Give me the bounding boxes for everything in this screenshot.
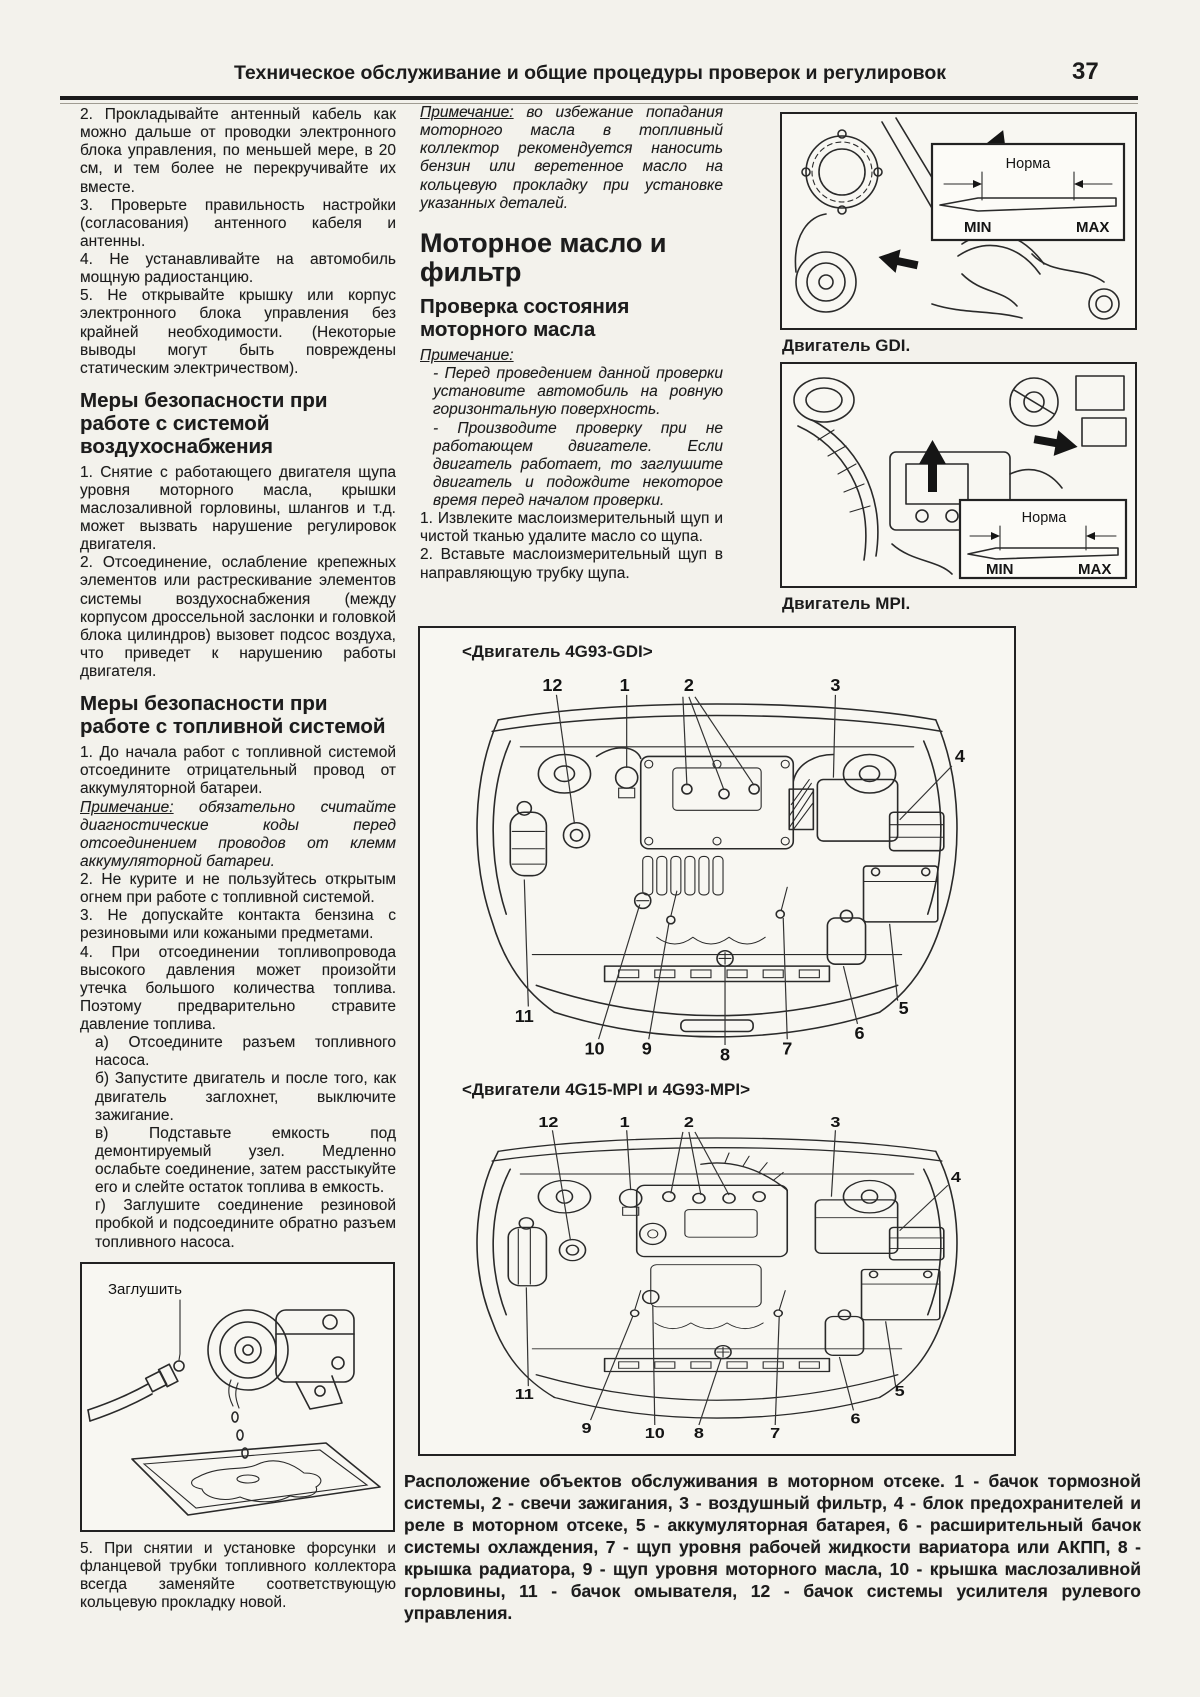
note-oil-text: во избежание попадания моторного масла в топливный коллектор рекомендуется наносить бензин или веретенное масло на кольцевую прокладку при установке указанных деталей. bbox=[420, 104, 723, 212]
page-number: 37 bbox=[1072, 58, 1099, 85]
callout-gdi-10: 10 bbox=[584, 1038, 605, 1059]
note-check-label-line bbox=[420, 347, 723, 365]
at-dipstick bbox=[774, 1310, 782, 1316]
note-check-label: Примечание: bbox=[420, 347, 514, 365]
coolant-tank bbox=[825, 1316, 863, 1355]
callout-gdi-12: 12 bbox=[542, 675, 563, 695]
washer-tank bbox=[508, 1227, 546, 1285]
photo-mpi-caption: Двигатель MPI. bbox=[782, 594, 911, 613]
fuel-pump-drawing bbox=[208, 1310, 354, 1409]
hose-plug-fitting bbox=[146, 1361, 184, 1392]
coolant-tank bbox=[827, 918, 865, 964]
callout-mpi-2: 2 bbox=[683, 1114, 694, 1131]
note-check-item-1: - Перед проведением данной проверки установите автомобиль на ровную горизонтальную поверхность. bbox=[433, 365, 723, 419]
arrow-curved-icon bbox=[876, 245, 920, 277]
para-antenna-4: 4. Не устанавливайте на автомобиль мощную радиостанцию. bbox=[80, 251, 396, 287]
photo-gdi-caption: Двигатель GDI. bbox=[782, 336, 911, 355]
callout-mpi-1: 1 bbox=[619, 1114, 630, 1131]
heading-air-safety: Меры безопасности при работе с системой воздухоснабжения bbox=[80, 388, 328, 458]
power-steering-tank bbox=[563, 823, 589, 848]
brake-fluid-tank bbox=[620, 1189, 642, 1207]
figure-title-gdi: <Двигатель 4G93-GDI> bbox=[462, 642, 653, 661]
para-air-2: 2. Отсоединение, ослабление крепежных элементов или растрескивание элементов системы воздухоснабжения (между корпусом дроссельной заслонки и головкой блока цилиндров) вызовет подсос воздуха, что приведет к нарушению работы двигателя. bbox=[80, 554, 396, 681]
engine-bay-figure-box bbox=[418, 626, 1016, 1456]
oil-dipstick bbox=[667, 916, 675, 924]
heading-fuel-safety: Меры безопасности при работе с топливной системой bbox=[80, 692, 386, 739]
para-fuel-4: 4. При отсоединении топливопровода высокого давления может произойти утечка большого количества топлива. Поэтому предварительно стравите давление топлива. bbox=[80, 943, 396, 1034]
para-antenna-5: 5. Не открывайте крышку или корпус электронного блока управления без крайней необходимости. (Некоторые выводы могут быть повреждены статическим электричеством). bbox=[80, 287, 396, 377]
power-steering-tank bbox=[559, 1240, 585, 1261]
para-fuel-2: 2. Не курите и не пользуйтесь открытым огнем при работе с топливной системой. bbox=[80, 871, 396, 907]
engine-bay-diagram-gdi bbox=[436, 666, 998, 1070]
washer-tank bbox=[510, 812, 546, 875]
fuel-drip bbox=[229, 1380, 248, 1458]
max-label: MAX bbox=[1076, 219, 1110, 236]
callout-mpi-8: 8 bbox=[693, 1425, 704, 1442]
max-label: MAX bbox=[1078, 561, 1112, 578]
arrow-curved-icon bbox=[1032, 426, 1080, 459]
callout-mpi-7: 7 bbox=[770, 1425, 781, 1442]
heading-oil-check: Проверка состояния моторного масла bbox=[420, 295, 630, 342]
middle-column bbox=[420, 104, 723, 583]
figure-caption: Расположение объектов обслуживания в моторном отсеке. 1 - бачок тормозной системы, 2 - свечи зажигания, 3 - воздушный фильтр, 4 - блок предохранителей и реле в моторном отсеке, 5 - аккумуляторная батарея, 6 - расширительный бачок системы охлаждения, 7 - щуп уровня рабочей жидкости вариатора или АКПП, 8 - крышка радиатора, 9 - щуп уровня моторного масла, 10 - крышка маслозаливной горловины, 11 - бачок омывателя, 12 - бачок системы усилителя рулевого управления. bbox=[404, 1471, 1141, 1624]
heading-engine-oil: Моторное масло и фильтр bbox=[420, 227, 667, 288]
callout-mpi-4: 4 bbox=[950, 1169, 961, 1186]
min-label: MIN bbox=[986, 561, 1014, 578]
figure-fuel-pump-drain bbox=[80, 1262, 395, 1532]
note-oil bbox=[420, 104, 723, 213]
min-label: MIN bbox=[964, 219, 992, 236]
photo-engine-mpi bbox=[780, 362, 1137, 588]
callout-gdi-2: 2 bbox=[683, 675, 694, 695]
callout-mpi-10: 10 bbox=[644, 1425, 665, 1442]
engine-bay-components bbox=[508, 1153, 944, 1372]
brake-fluid-tank bbox=[616, 767, 638, 788]
callout-gdi-4: 4 bbox=[954, 746, 965, 767]
engine-bay-diagram-mpi bbox=[436, 1106, 998, 1446]
battery bbox=[864, 866, 938, 922]
para-oil-step-2: 2. Вставьте маслоизмерительный щуп в направляющую трубку щупа. bbox=[420, 546, 723, 582]
callout-mpi-9: 9 bbox=[581, 1420, 592, 1437]
para-fuel-4b: б) Запустите двигатель и после того, как двигатель заглохнет, выключите зажигание. bbox=[95, 1070, 396, 1124]
left-column bbox=[80, 106, 396, 1612]
figure-plug-label: Заглушить bbox=[108, 1280, 182, 1298]
dipstick-inset bbox=[960, 500, 1126, 578]
note-label: Примечание: bbox=[80, 798, 174, 816]
para-air-1: 1. Снятие с работающего двигателя щупа уровня моторного масла, крышки маслозаливной горловины, шлангов и т.д. может вызвать нарушение регулировок двигателя. bbox=[80, 463, 396, 554]
note-text: обязательно считайте диагностические коды перед отсоединением проводов от клемм аккумуляторной батареи. bbox=[80, 798, 396, 870]
callout-gdi-7: 7 bbox=[782, 1038, 793, 1059]
engine-bay-components bbox=[510, 748, 944, 982]
callout-gdi-6: 6 bbox=[854, 1023, 865, 1044]
para-antenna-3: 3. Проверьте правильность настройки (согласования) антенного кабеля и антенны. bbox=[80, 196, 396, 250]
callout-mpi-11: 11 bbox=[514, 1386, 534, 1403]
callout-gdi-1: 1 bbox=[619, 675, 630, 695]
note-fuel bbox=[80, 799, 396, 872]
norma-label: Норма bbox=[1005, 156, 1051, 172]
engine-mpi-drawing bbox=[782, 364, 1132, 583]
note-oil-label: Примечание: bbox=[420, 104, 514, 121]
drain-pan-drawing bbox=[132, 1443, 380, 1515]
note-check-item-2: - Производите проверку при не работающем двигателе. Если двигатель работает, то заглушите двигатель и подождите некоторое время перед началом проверки. bbox=[433, 419, 723, 510]
label-leader-line bbox=[179, 1300, 180, 1360]
callout-mpi-3: 3 bbox=[830, 1114, 841, 1131]
fuel-pump-drain-drawing bbox=[82, 1264, 388, 1525]
para-fuel-3: 3. Не допускайте контакта бензина с резиновыми или кожаными предметами. bbox=[80, 907, 396, 943]
callout-gdi-8: 8 bbox=[720, 1044, 731, 1065]
page-title: Техническое обслуживание и общие процедуры проверок и регулировок bbox=[233, 62, 947, 84]
para-fuel-4a: а) Отсоедините разъем топливного насоса. bbox=[95, 1034, 396, 1070]
callouts-mpi bbox=[515, 1115, 962, 1442]
air-filter-box bbox=[815, 1200, 897, 1253]
callout-mpi-12: 12 bbox=[538, 1114, 559, 1131]
engine-gdi-drawing bbox=[782, 114, 1132, 325]
distributor bbox=[640, 1223, 666, 1244]
callouts-gdi bbox=[515, 675, 965, 1064]
arrow-up-icon bbox=[919, 440, 946, 492]
photo-engine-gdi bbox=[780, 112, 1137, 330]
callout-mpi-5: 5 bbox=[894, 1383, 905, 1400]
callout-gdi-5: 5 bbox=[898, 998, 909, 1019]
figure-title-mpi: <Двигатели 4G15-MPI и 4G93-MPI> bbox=[462, 1080, 750, 1099]
para-fuel-1: 1. До начала работ с топливной системой отсоедините отрицательный провод от аккумуляторной батареи. bbox=[80, 744, 396, 798]
para-oil-step-1: 1. Извлеките маслоизмерительный щуп и чистой тканью удалите масло со щупа. bbox=[420, 510, 723, 546]
callout-gdi-3: 3 bbox=[830, 675, 841, 695]
para-antenna-2: 2. Прокладывайте антенный кабель как можно дальше от проводки электронного блока управления, по меньшей мере, в 20 см, и тем более не перекручивайте их вместе. bbox=[80, 106, 396, 196]
header-rule bbox=[60, 96, 1138, 100]
para-fuel-4g: г) Заглушите соединение резиновой пробкой и подсоедините обратно разъем топливного насоса. bbox=[95, 1197, 396, 1251]
callout-gdi-9: 9 bbox=[641, 1038, 652, 1059]
para-fuel-4v: в) Подставьте емкость под демонтируемый узел. Медленно ослабьте соединение, затем расстыкуйте его и слейте остаток топлива в емкость. bbox=[95, 1124, 396, 1197]
dipstick-inset bbox=[932, 144, 1124, 240]
norma-label: Норма bbox=[1021, 510, 1067, 526]
callout-gdi-11: 11 bbox=[514, 1006, 534, 1026]
oil-dipstick bbox=[631, 1310, 639, 1316]
cvt-dipstick bbox=[776, 910, 784, 918]
callout-mpi-6: 6 bbox=[850, 1410, 861, 1427]
car-body-outline bbox=[477, 704, 957, 1037]
para-fuel-5: 5. При снятии и установке форсунки и фланцевой трубки топливного коллектора всегда заменяйте соответствующую кольцевую прокладку новой. bbox=[80, 1539, 396, 1612]
car-body-outline bbox=[477, 1138, 957, 1418]
